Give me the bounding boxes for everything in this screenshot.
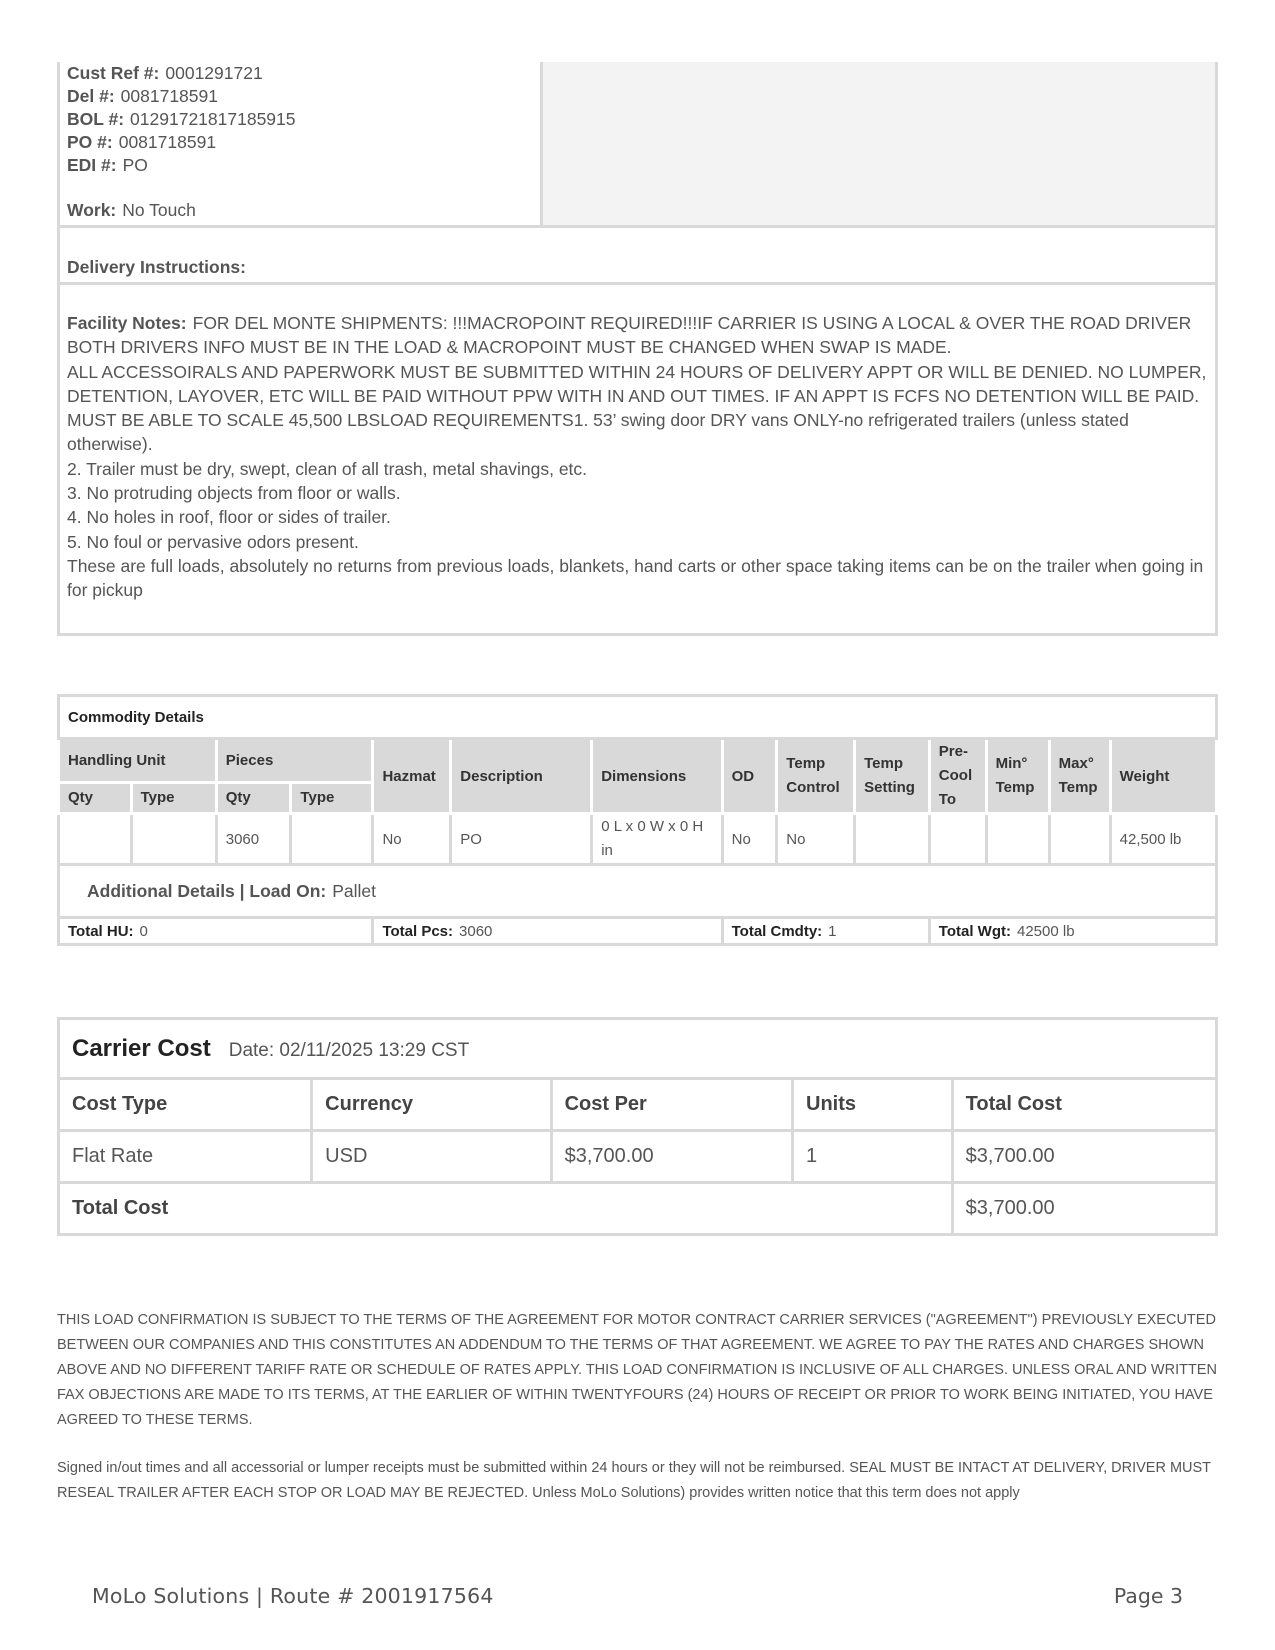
carrier-cost-heading: [59, 1019, 1217, 1079]
bol-line: [67, 108, 540, 131]
total-wgt: [929, 918, 1216, 945]
header-temp-control: Temp Control: [777, 739, 855, 814]
terms-paragraph: THIS LOAD CONFIRMATION IS SUBJECT TO THE TERMS OF THE AGREEMENT FOR MOTOR CONTRACT CARRIER SERVICES ("AGREEMENT") PREVIOUSLY EXECUTED BETWEEN OUR COMPANIES AND THIS CONSTITUTES AN ADDENDUM TO THE TERMS OF THAT AGREEMENT. WE AGREE TO PAY THE RATES AND CHARGES SHOWN ABOVE AND NO DIFFERENT TARIFF RATE OR SCHEDULE OF RATES APPLY. THIS LOAD CONFIRMATION IS INCLUSIVE OF ALL CHARGES. UNLESS ORAL AND WRITTEN FAX OBJECTIONS ARE MADE TO ITS TERMS, AT THE EARLIER OF WITHIN TWENTYFOURS (24) HOURS OF RECEIPT OR PRIOR TO WORK BEING INITIATED, YOU HAVE AGREED TO THESE TERMS.: [57, 1312, 1217, 1428]
terms-paragraph-2: Signed in/out times and all accessorial or lumper receipts must be submitted within 24 hours or they will not be reimbursed. SEAL MUST BE INTACT AT DELIVERY, DRIVER MUST RESEAL TRAILER AFTER EACH STOP OR LOAD MAY BE REJECTED. Unless MoLo Solutions) provides written notice that this term does not apply: [57, 1460, 1211, 1501]
header-hazmat: Hazmat: [373, 739, 451, 814]
cell-hazmat: No: [373, 814, 451, 865]
work-label: Work:: [67, 200, 117, 220]
del-value: 0081718591: [120, 86, 218, 106]
cell-units: 1: [793, 1131, 953, 1183]
total-hu-value: 0: [139, 922, 148, 940]
header-pre-cool: Pre-Cool To: [929, 739, 986, 814]
header-pieces: Pieces: [216, 739, 373, 783]
terms-section: [57, 1308, 1225, 1506]
footer-route: MoLo Solutions | Route # 2001917564: [92, 1584, 494, 1608]
total-cmdty-value: 1: [828, 922, 837, 940]
total-wgt-value: 42500 lb: [1017, 922, 1075, 940]
cell-cost-per: $3,700.00: [551, 1131, 792, 1183]
table-row: [59, 814, 1217, 865]
additional-details-label: Additional Details | Load On:: [87, 880, 327, 901]
cell-hu-qty: [59, 814, 132, 865]
carrier-cost-date: Date: 02/11/2025 13:29 CST: [228, 1039, 470, 1061]
cell-min-temp: [986, 814, 1049, 865]
total-pcs: [373, 918, 722, 945]
spacer: [67, 177, 540, 199]
work-value: No Touch: [122, 200, 196, 220]
header-cost-type: Cost Type: [59, 1079, 312, 1131]
cell-pcs-qty: 3060: [216, 814, 291, 865]
po-label: PO #:: [67, 132, 113, 152]
table-row: [59, 1131, 1217, 1183]
total-hu-label: Total HU:: [68, 922, 134, 940]
facility-notes-text: FOR DEL MONTE SHIPMENTS: !!!MACROPOINT REQUIRED!!!IF CARRIER IS USING A LOCAL & OVER THE ROAD DRIVER BOTH DRIVERS INFO MUST BE IN THE LOAD & MACROPOINT MUST BE CHANGED WHEN SWAP IS MADE. ALL ACCESSOIRALS AND PAPERWORK MUST BE SUBMITTED WITHIN 24 HOURS OF DELIVERY APPT OR WILL BE DENIED. NO LUMPER, DETENTION, LAYOVER, ETC WILL BE PAID WITHOUT PPW WITH IN AND OUT TIMES. IF AN APPT IS FCFS NO DETENTION WILL BE PAID. MUST BE ABLE TO SCALE 45,500 LBSLOAD REQUIREMENTS1. 53’ swing door DRY vans ONLY-no refrigerated trailers (unless stated otherwise). 2. Trailer must be dry, swept, clean of all trash, metal shavings, etc. 3. No protruding objects from floor or walls. 4. No holes in roof, floor or sides of trailer. 5. No foul or pervasive odors present. These are full loads, absolutely no returns from previous loads, blankets, hand carts or other space taking items can be on the trailer when going in for pickup: [67, 313, 1207, 601]
cell-total-cost: $3,700.00: [952, 1131, 1216, 1183]
del-line: [67, 85, 540, 108]
total-wgt-label: Total Wgt:: [938, 922, 1011, 940]
header-dimensions: Dimensions: [592, 739, 722, 814]
cell-currency: USD: [312, 1131, 551, 1183]
header-description: Description: [451, 739, 592, 814]
cell-temp-control: No: [777, 814, 855, 865]
cell-weight: 42,500 lb: [1110, 814, 1216, 865]
header-max-temp: Max° Temp: [1049, 739, 1110, 814]
totals-row: [59, 918, 1217, 945]
header-pcs-type: Type: [291, 782, 373, 813]
cell-pre-cool: [929, 814, 986, 865]
reference-list: [60, 62, 543, 225]
cell-pcs-type: [291, 814, 373, 865]
header-currency: Currency: [312, 1079, 551, 1131]
po-value: 0081718591: [118, 132, 217, 152]
bol-label: BOL #:: [67, 109, 125, 129]
header-handling-unit: Handling Unit: [59, 739, 217, 783]
header-weight: Weight: [1110, 739, 1216, 814]
cust-ref-value: 0001291721: [165, 63, 263, 83]
commodity-table: [57, 694, 1218, 946]
header-pcs-qty: Qty: [216, 782, 291, 813]
total-cost-value: $3,700.00: [952, 1183, 1216, 1235]
commodity-title: Commodity Details: [59, 696, 1217, 739]
carrier-cost-table: [57, 1017, 1218, 1236]
work-line: [67, 199, 540, 222]
cell-max-temp: [1049, 814, 1110, 865]
edi-value: PO: [122, 155, 148, 175]
delivery-instructions-label: Delivery Instructions:: [57, 228, 1218, 285]
facility-notes-label: Facility Notes:: [67, 313, 187, 333]
header-hu-qty: Qty: [59, 782, 132, 813]
header-units: Units: [793, 1079, 953, 1131]
carrier-total-row: [59, 1183, 1217, 1235]
edi-line: [67, 154, 540, 177]
total-pcs-value: 3060: [459, 922, 493, 940]
header-cost-per: Cost Per: [551, 1079, 792, 1131]
additional-details-row: [59, 865, 1217, 918]
po-line: [67, 131, 540, 154]
header-temp-setting: Temp Setting: [855, 739, 930, 814]
edi-label: EDI #:: [67, 155, 117, 175]
cell-description: PO: [451, 814, 592, 865]
header-hu-type: Type: [131, 782, 216, 813]
cell-od: No: [722, 814, 777, 865]
bol-value: 01291721817185915: [130, 109, 296, 129]
cell-hu-type: [131, 814, 216, 865]
header-total-cost: Total Cost: [952, 1079, 1216, 1131]
cust-ref-label: Cust Ref #:: [67, 63, 160, 83]
reference-empty-panel: [543, 62, 1215, 225]
header-min-temp: Min° Temp: [986, 739, 1049, 814]
carrier-header-row: [59, 1079, 1217, 1131]
additional-details-value: Pallet: [332, 880, 376, 901]
cell-cost-type: Flat Rate: [59, 1131, 312, 1183]
total-cmdty-label: Total Cmdty:: [731, 922, 823, 940]
del-label: Del #:: [67, 86, 115, 106]
total-cost-label: Total Cost: [59, 1183, 953, 1235]
total-pcs-label: Total Pcs:: [382, 922, 454, 940]
cust-ref-line: [67, 62, 540, 85]
reference-block: [57, 62, 1218, 228]
total-hu: [59, 918, 373, 945]
carrier-cost-title: Carrier Cost: [72, 1034, 211, 1062]
header-od: OD: [722, 739, 777, 814]
facility-notes: [57, 285, 1218, 636]
page-number: Page 3: [1113, 1584, 1183, 1608]
cell-temp-setting: [855, 814, 930, 865]
additional-details: [59, 865, 1217, 918]
cell-dimensions: 0 L x 0 W x 0 H in: [592, 814, 722, 865]
total-cmdty: [722, 918, 929, 945]
